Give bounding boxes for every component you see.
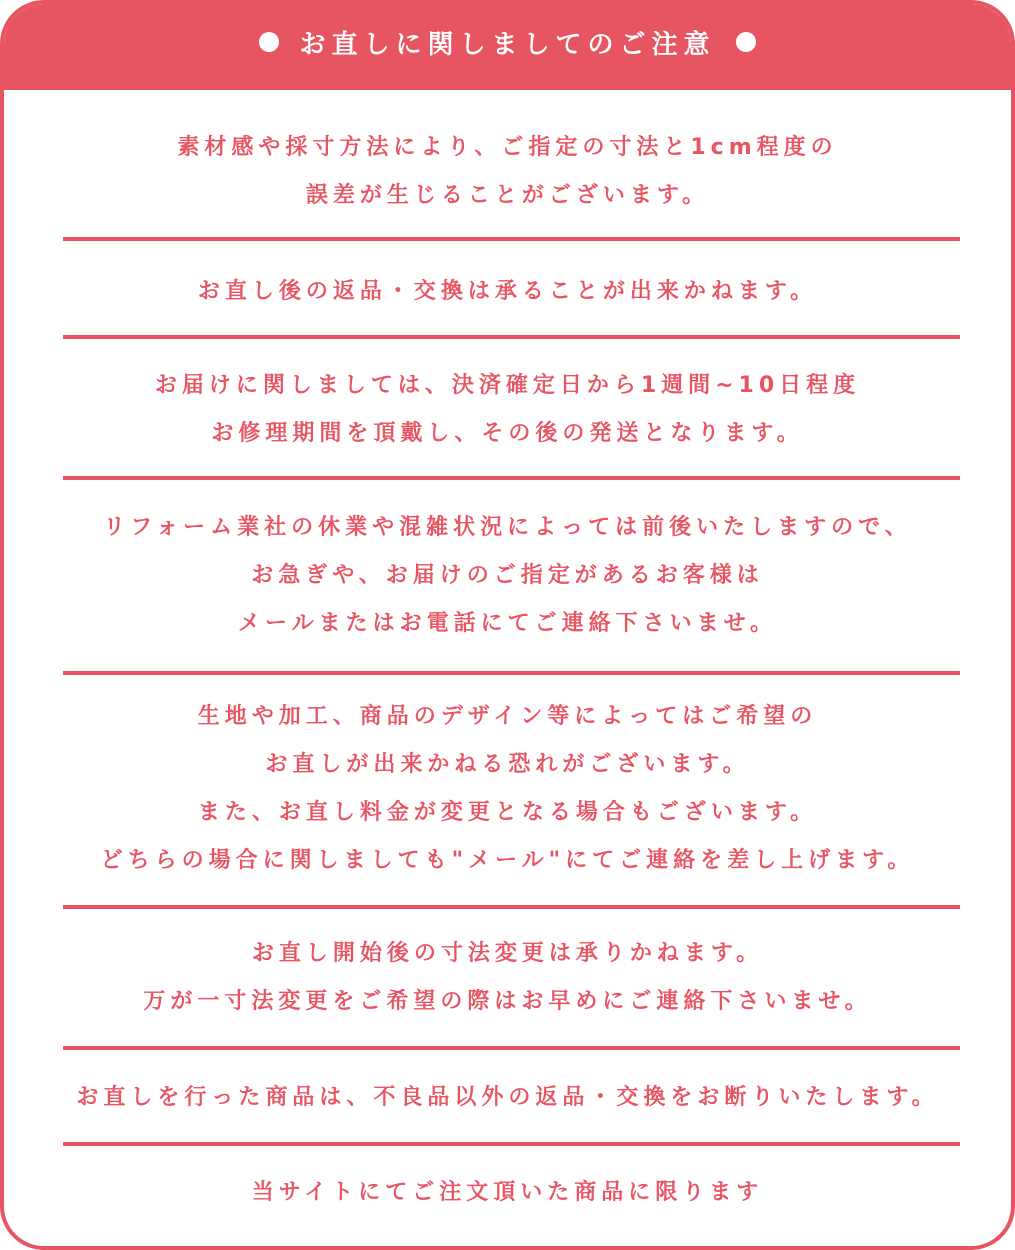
page-title: お直しに関しましてのご注意 bbox=[299, 29, 716, 60]
section-divider bbox=[63, 237, 960, 241]
notice-section-returns bbox=[4, 268, 1011, 316]
notice-line: お直し開始後の寸法変更は承りかねます。 bbox=[251, 941, 764, 966]
notice-section-fabric bbox=[4, 693, 1011, 885]
bullet-dot-icon bbox=[736, 32, 756, 52]
header-content bbox=[259, 24, 755, 61]
notice-line: お直し後の返品・交換は承ることが出来かねます。 bbox=[197, 279, 818, 304]
notice-line: メールまたはお電話にてご連絡下さいませ。 bbox=[238, 611, 777, 636]
notice-line: 万が一寸法変更をご希望の際はお早めにご連絡下さいませ。 bbox=[143, 989, 872, 1014]
notice-line: お急ぎや、お届けのご指定があるお客様は bbox=[251, 563, 764, 588]
section-divider bbox=[63, 1046, 960, 1050]
section-divider bbox=[63, 476, 960, 480]
section-divider bbox=[63, 671, 960, 675]
notice-line: 誤差が生じることがございます。 bbox=[305, 183, 710, 208]
bullet-dot-icon bbox=[259, 32, 279, 52]
section-divider bbox=[63, 905, 960, 909]
notice-line: 素材感や採寸方法により、ご指定の寸法と1cm程度の bbox=[177, 135, 838, 160]
notice-line: お修理期間を頂戴し、その後の発送となります。 bbox=[211, 421, 804, 446]
section-divider bbox=[63, 335, 960, 339]
notice-section-no-returns bbox=[4, 1074, 1011, 1122]
notice-section-schedule bbox=[4, 504, 1011, 648]
notice-line: 生地や加工、商品のデザイン等によってはご希望の bbox=[197, 704, 818, 729]
notice-line: また、お直し料金が変更となる場合もございます。 bbox=[197, 800, 818, 825]
notice-line: お届けに関しましては、決済確定日から1週間~10日程度 bbox=[154, 373, 861, 398]
notice-line: リフォーム業社の休業や混雑状況によっては前後いたしますので、 bbox=[103, 515, 912, 540]
notice-line: どちらの場合に関しましても"メール"にてご連絡を差し上げます。 bbox=[100, 848, 915, 873]
header-bar bbox=[4, 4, 1011, 90]
notice-section-delivery bbox=[4, 362, 1011, 458]
notice-line: お直しを行った商品は、不良品以外の返品・交換をお断りいたします。 bbox=[76, 1085, 939, 1110]
notice-section-measurement bbox=[4, 124, 1011, 220]
notice-line: 当サイトにてご注文頂いた商品に限ります bbox=[251, 1180, 764, 1205]
section-divider bbox=[63, 1142, 960, 1146]
notice-section-size-change bbox=[4, 930, 1011, 1026]
notice-section-site-only bbox=[4, 1169, 1011, 1217]
notice-line: お直しが出来かねる恐れがございます。 bbox=[265, 752, 750, 777]
